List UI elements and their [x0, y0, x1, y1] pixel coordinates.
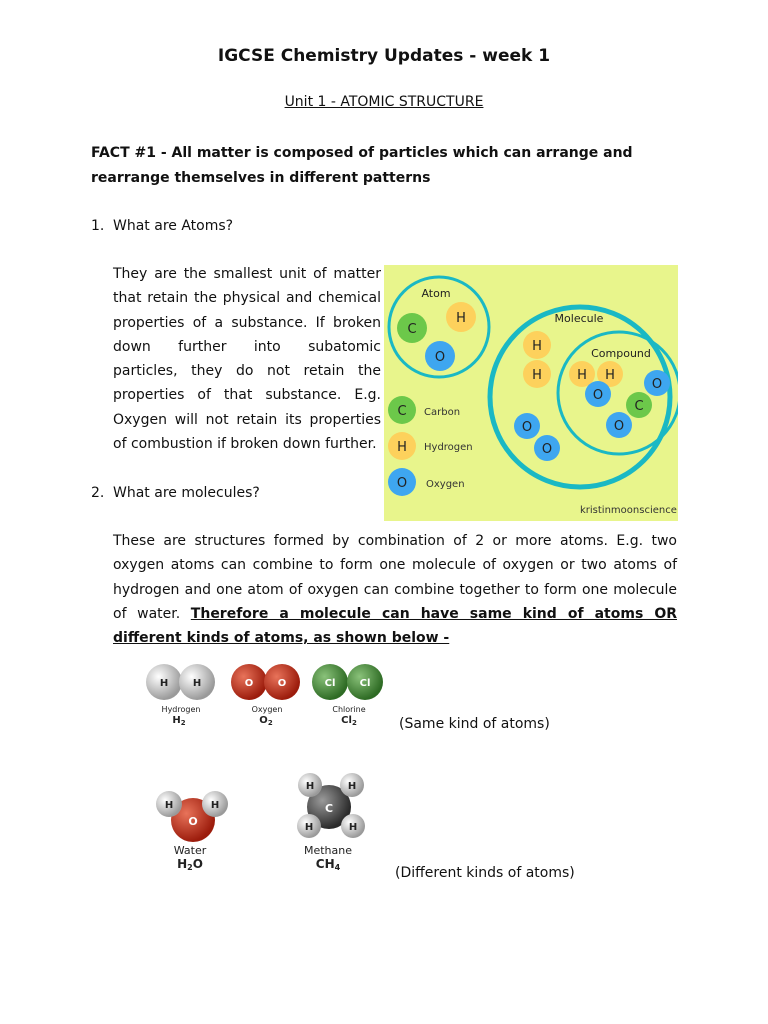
atom-symbol: H — [159, 678, 169, 689]
atom-symbol: C — [634, 399, 644, 414]
legend-label: Oxygen — [426, 479, 465, 490]
atom-symbol: O — [244, 678, 254, 689]
atom-symbol: Cl — [359, 678, 371, 689]
molecule-label: Molecule — [554, 312, 604, 325]
atom-symbol: O — [277, 678, 287, 689]
different-kind-molecules-illustration — [138, 768, 378, 880]
atom-symbol: O — [188, 815, 198, 828]
molecules-emphasis: Therefore a molecule can have same kind of atoms OR different kinds of atoms, as shown below - — [113, 605, 678, 647]
atom-symbol: O — [434, 350, 446, 365]
atom-symbol: Cl — [324, 678, 336, 689]
atom-symbol: H — [347, 781, 357, 792]
atom-symbol: H — [532, 368, 542, 383]
atom-molecule-compound-diagram — [384, 265, 678, 521]
atom-symbol: C — [324, 802, 334, 815]
atom-symbol: H — [304, 822, 314, 833]
molecules-text: These are structures formed by combination of 2 or more atoms. E.g. two oxygen atoms can combine to form one molecule of oxygen or two atoms of hydrogen and one atom of oxygen can combine together to form one molecule of water. — [113, 533, 677, 622]
same-kind-caption: (Same kind of atoms) — [399, 716, 550, 732]
legend-symbol: C — [397, 404, 407, 419]
molecule-formula: $O_2$ — [259, 715, 273, 727]
unit-heading: Unit 1 - ATOMIC STRUCTURE — [284, 94, 484, 110]
atom-symbol: O — [613, 419, 625, 434]
atom-symbol: O — [592, 388, 604, 403]
atom-symbol: H — [577, 368, 587, 383]
atom-symbol: H — [348, 822, 358, 833]
atom-symbol: H — [305, 781, 315, 792]
atom-symbol: O — [541, 442, 553, 457]
atom-label: Atom — [421, 287, 451, 300]
molecule-name: Oxygen — [251, 705, 283, 714]
atom-symbol: H — [605, 368, 615, 383]
question-number: 1. — [91, 218, 105, 234]
atom-symbol: O — [651, 377, 663, 392]
fact-statement: FACT #1 - All matter is composed of particles which can arrange and rearrange themselves in different patterns — [91, 145, 633, 186]
atom-symbol: H — [192, 678, 202, 689]
molecule-formula: $Cl_2$ — [341, 715, 357, 727]
molecule-name: Hydrogen — [161, 705, 201, 714]
legend-label: Hydrogen — [424, 442, 473, 453]
question-text: What are Atoms? — [113, 218, 234, 234]
different-kind-caption: (Different kinds of atoms) — [395, 865, 575, 881]
molecule-name: Water — [173, 844, 207, 857]
molecule-name: Chlorine — [332, 705, 366, 714]
atom-symbol: H — [456, 311, 466, 326]
question-atoms — [91, 214, 233, 238]
page-title: IGCSE Chemistry Updates - week 1 — [217, 46, 551, 66]
atom-symbol: H — [532, 339, 542, 354]
legend-symbol: H — [397, 440, 407, 455]
atom-symbol: H — [164, 800, 174, 811]
same-kind-molecules-illustration — [137, 655, 387, 735]
legend-symbol: O — [396, 476, 408, 491]
legend-label: Carbon — [424, 407, 461, 418]
diagram-credit: kristinmoonscience — [580, 505, 677, 516]
molecule-formula: CH4 — [315, 857, 341, 872]
question-number: 2. — [91, 485, 105, 501]
atom-symbol: O — [521, 420, 533, 435]
compound-label: Compound — [591, 347, 651, 360]
molecules-paragraph — [113, 529, 677, 650]
atoms-paragraph: They are the smallest unit of matter that retain the physical and chemical properties of a substance. If broken down further into subatomic particles, they do not retain the properties of that substance. E.g. Oxygen will not retain its properties of combustion if broken down further. — [113, 266, 381, 453]
molecule-formula: $H_2$ — [172, 715, 186, 727]
question-molecules — [91, 481, 260, 505]
molecule-name: Methane — [303, 844, 353, 857]
molecule-formula: H2O — [177, 857, 203, 872]
atom-symbol: C — [407, 322, 417, 337]
atom-symbol: H — [210, 800, 220, 811]
question-text: What are molecules? — [113, 485, 260, 501]
